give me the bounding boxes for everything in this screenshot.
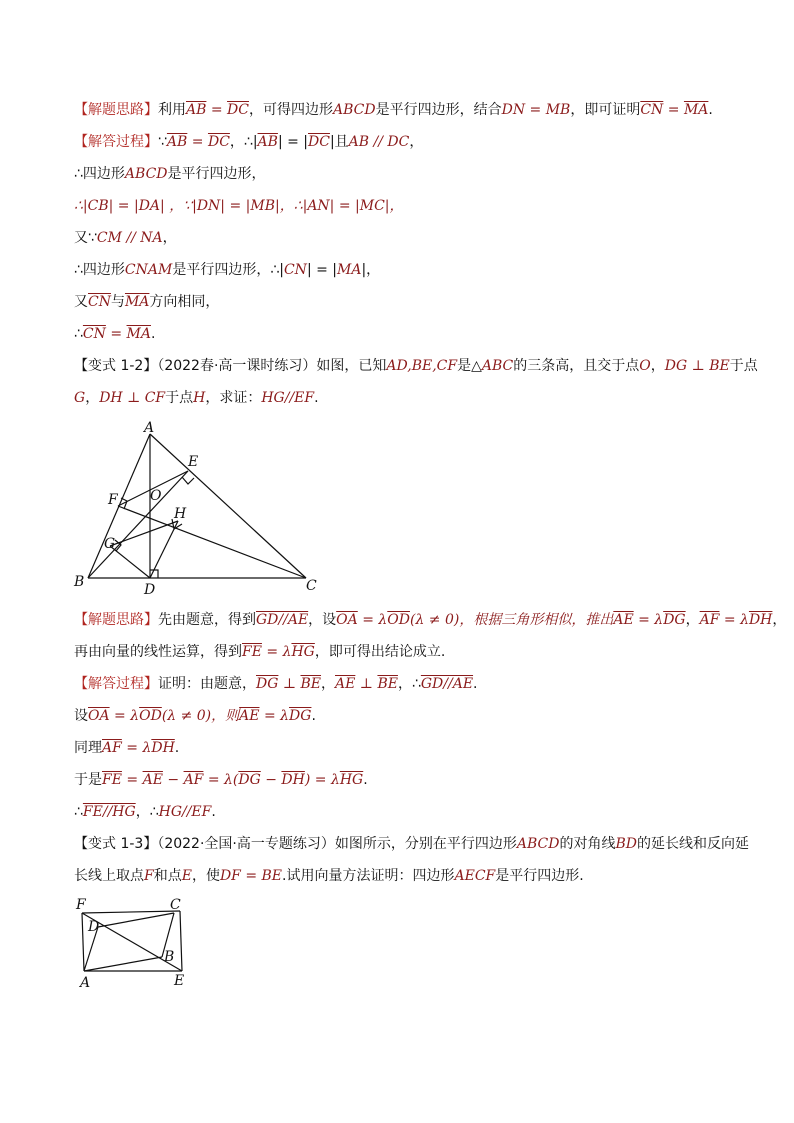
proof-line: ∴FE//HG，∴HG//EF.: [74, 804, 216, 820]
segment-fa: [82, 913, 84, 971]
variant-question-line: 长线上取点F和点E，使DF = BE.试用向量方法证明：四边形AECF是平行四边形.: [74, 868, 584, 884]
variant-tag: 【变式 1-2】: [74, 358, 158, 374]
point-label: O: [150, 488, 162, 504]
point-label: A: [144, 420, 155, 436]
point-label: H: [174, 506, 187, 522]
proof-line: 同理$\overline{AF} = \lambda\overline{DH}$.: [74, 740, 180, 756]
solution-idea-line: 【解题思路】先由题意，得到GD//AE，设$\overline{OA} = \lambda\overline{OD}(\lambda \ne 0)$，根据三角形相似，推出$\overline{AE} = \lambda\overline{DG}$，$\overline{AF} = \lambda\overline{DH}$，: [74, 612, 787, 628]
solution-process-line: 【解答过程】$\because\overline{AB} = \overline{DC}$，$\therefore|\overline{AB}| = |\overline{DC}|$且AB // DC，: [74, 134, 424, 150]
variant-question-line: 【变式 1-2】（2022春·高一课时练习）如图，已知AD,BE,CF是△ABC的三条高，且交于点O，DG ⊥ BE于点: [74, 358, 758, 374]
point-label: G: [104, 536, 116, 552]
proof-line: ∴四边形ABCD是平行四边形，: [74, 166, 266, 182]
point-label: D: [144, 582, 156, 598]
section-tag: 【解题思路】: [74, 102, 158, 118]
proof-line: $\therefore\overline{CN} = \overline{MA}$.: [74, 326, 156, 342]
section-tag: 【解答过程】: [74, 134, 158, 150]
segment-fc: [82, 911, 180, 913]
proof-line: 设$\overline{OA} = \lambda\overline{OD}(\lambda \ne 0)$，则$\overline{AE} = \lambda\overline{DG}$.: [74, 708, 316, 724]
vector: $\overline{CN}$: [640, 102, 664, 118]
point-label: E: [174, 973, 185, 989]
proof-line: 又$\overline{CN}$与$\overline{MA}$方向相同，: [74, 294, 220, 310]
point-label: C: [306, 578, 317, 594]
point-label: E: [188, 454, 199, 470]
proof-line: ∴|CB| = |DA| ，∵|DN| = |MB|，∴|AN| = |MC|，: [74, 198, 404, 214]
segment-ce: [180, 911, 182, 971]
variant-question-line: 【变式 1-3】（2022·全国·高一专题练习）如图所示，分别在平行四边形ABCD的对角线BD的延长线和反向延: [74, 836, 749, 852]
proof-line: ∴四边形CNAM是平行四边形，∴|CN| = |MA|，: [74, 262, 381, 278]
point-label: C: [170, 897, 181, 913]
solution-idea-line: 【解题思路】利用$\overline{AB} = \overline{DC}$，可得四边形ABCD是平行四边形，结合DN = MB，即可证明$\overline{CN} = \overline{MA}$.: [74, 102, 713, 118]
vector: $\overline{AB}$: [186, 102, 207, 118]
triangle-altitudes-figure: [70, 418, 330, 598]
point-label: D: [88, 919, 100, 935]
right-angle-mark: [182, 477, 194, 484]
solution-idea-line: 再由向量的线性运算，得到$\overline{FE} = \lambda\overline{HG}$，即可得出结论成立.: [74, 644, 446, 660]
parallelogram-figure: [70, 893, 200, 993]
point-label: F: [108, 492, 118, 508]
vector: $\overline{MA}$: [683, 102, 709, 118]
variant-question-line: G，DH ⊥ CF于点H，求证：HG//EF.: [74, 390, 319, 406]
solution-process-line: 【解答过程】证明：由题意，$\overline{DG}$ ⊥ $\overline{BE}$，$\overline{AE}$ ⊥ $\overline{BE}$，∴GD//AE.: [74, 676, 478, 692]
point-label: B: [164, 949, 175, 965]
proof-line: 又∵CM // NA，: [74, 230, 177, 246]
segment-ab: [84, 957, 162, 971]
segment-dc: [98, 913, 174, 927]
point-label: B: [74, 574, 85, 590]
vector: $\overline{DC}$: [227, 102, 249, 118]
point-label: F: [76, 897, 86, 913]
proof-line: 于是$\overline{FE} = \overline{AE} - \overline{AF} = \lambda(\overline{DG} - \overline{DH}) = \lambda\overline{HG}$.: [74, 772, 368, 788]
altitude-cf: [118, 506, 306, 578]
point-label: A: [80, 975, 91, 991]
